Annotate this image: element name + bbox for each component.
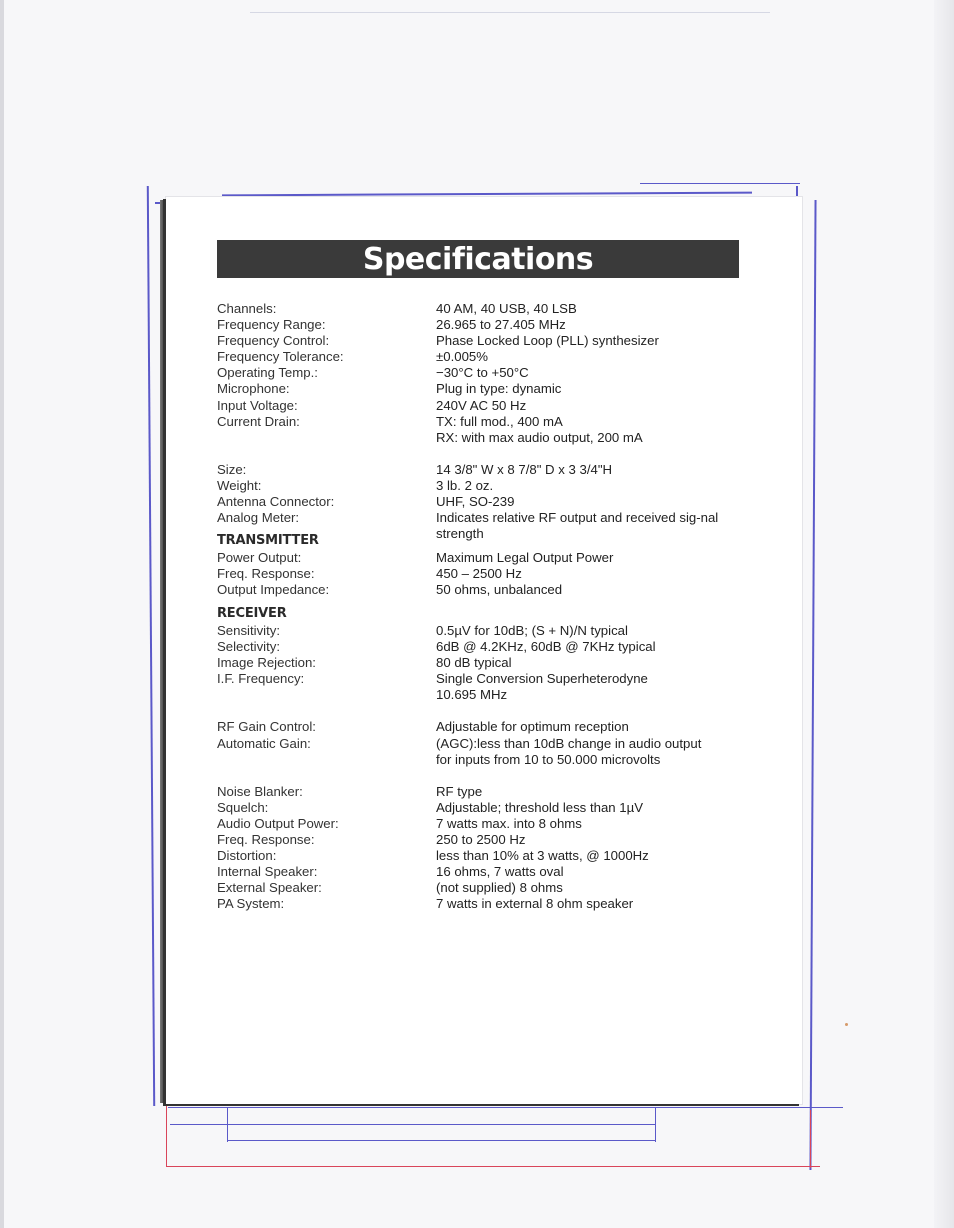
spec-label: Weight: bbox=[217, 477, 262, 493]
spec-label: Microphone: bbox=[217, 381, 290, 397]
spec-row bbox=[217, 317, 746, 333]
spec-value: (not supplied) 8 ohms bbox=[436, 880, 563, 896]
spec-row bbox=[217, 365, 746, 381]
ink-line-bottom-3 bbox=[228, 1140, 656, 1141]
spec-value: 80 dB typical bbox=[436, 655, 512, 671]
spec-row bbox=[217, 349, 746, 365]
spec-row bbox=[217, 752, 746, 768]
spec-label: Freq. Response: bbox=[217, 832, 315, 848]
spec-value: (AGC):less than 10dB change in audio output bbox=[436, 735, 702, 751]
spec-value: TX: full mod., 400 mA bbox=[436, 413, 563, 429]
spec-row bbox=[217, 398, 746, 414]
spec-value: Single Conversion Superheterodyne bbox=[436, 671, 648, 687]
spec-label: Sensitivity: bbox=[217, 623, 281, 638]
ink-line-top bbox=[222, 192, 752, 197]
spec-label bbox=[217, 687, 436, 703]
ink-line-right bbox=[809, 200, 816, 1170]
spec-value: 50 ohms, unbalanced bbox=[436, 582, 563, 598]
spec-row bbox=[217, 333, 746, 349]
spec-label: Size: bbox=[217, 461, 247, 477]
ink-line-bottom bbox=[168, 1107, 843, 1108]
ink-line-left bbox=[147, 186, 155, 1106]
spec-row bbox=[217, 414, 746, 430]
spec-label: Power Output: bbox=[217, 550, 302, 565]
ink-line-bottom-2 bbox=[170, 1124, 655, 1125]
spec-row bbox=[217, 896, 746, 912]
spec-row bbox=[217, 494, 746, 510]
spec-label: Current Drain: bbox=[217, 413, 300, 429]
spec-label: Internal Speaker: bbox=[217, 864, 318, 880]
spec-value: Adjustable; threshold less than 1µV bbox=[436, 799, 644, 815]
receiver-specs bbox=[217, 623, 746, 913]
spec-label: Freq. Response: bbox=[217, 566, 315, 582]
page-title: Specifications bbox=[217, 240, 739, 278]
spec-row bbox=[217, 550, 746, 566]
ink-tick-bottom-2 bbox=[655, 1108, 656, 1142]
general-specs bbox=[217, 301, 746, 542]
spec-label: Frequency Control: bbox=[217, 333, 330, 349]
spec-row bbox=[217, 582, 746, 598]
spec-label: RF Gain Control: bbox=[217, 719, 316, 735]
spec-value: 14 3/8" W x 8 7/8" D x 3 3/4"H bbox=[436, 461, 613, 477]
ink-tick-bottom bbox=[227, 1108, 228, 1142]
spec-row bbox=[217, 671, 746, 687]
spec-label: Automatic Gain: bbox=[217, 735, 311, 751]
spec-value: −30°C to +50°C bbox=[436, 365, 529, 381]
scan-edge-left bbox=[0, 0, 4, 1228]
spec-label: Squelch: bbox=[217, 799, 269, 815]
spec-value: RF type bbox=[436, 783, 483, 799]
spec-value: Phase Locked Loop (PLL) synthesizer bbox=[436, 333, 659, 349]
spec-row bbox=[217, 848, 746, 864]
spec-row bbox=[217, 832, 746, 848]
red-line-right bbox=[810, 1110, 811, 1168]
receiver-heading: RECEIVER bbox=[217, 606, 287, 621]
spec-value: less than 10% at 3 watts, @ 1000Hz bbox=[436, 848, 649, 864]
scan-speck bbox=[845, 1023, 848, 1026]
spec-label: Frequency Tolerance: bbox=[217, 349, 344, 365]
spec-label: Operating Temp.: bbox=[217, 365, 318, 381]
red-line-left bbox=[166, 1104, 167, 1167]
spec-value: 26.965 to 27.405 MHz bbox=[436, 317, 566, 333]
spec-label: I.F. Frequency: bbox=[217, 671, 305, 687]
spec-row bbox=[217, 687, 746, 703]
spec-value: 240V AC 50 Hz bbox=[436, 397, 527, 413]
spec-row bbox=[217, 639, 746, 655]
spec-value: 16 ohms, 7 watts oval bbox=[436, 864, 564, 880]
spec-value: 0.5µV for 10dB; (S + N)/N typical bbox=[436, 623, 628, 638]
spec-value: 7 watts in external 8 ohm speaker bbox=[436, 896, 634, 912]
spec-value: 6dB @ 4.2KHz, 60dB @ 7KHz typical bbox=[436, 639, 656, 655]
transmitter-heading: TRANSMITTER bbox=[217, 533, 319, 548]
spec-value: RX: with max audio output, 200 mA bbox=[436, 429, 643, 445]
spec-label: Distortion: bbox=[217, 848, 277, 864]
spec-row bbox=[217, 566, 746, 582]
spec-row bbox=[217, 719, 746, 735]
spec-row bbox=[217, 864, 746, 880]
spec-label: Selectivity: bbox=[217, 639, 281, 655]
spec-row bbox=[217, 784, 746, 800]
spec-label: Analog Meter: bbox=[217, 510, 300, 526]
spec-label: Noise Blanker: bbox=[217, 783, 303, 799]
spec-row bbox=[217, 301, 746, 317]
scan-edge-right bbox=[934, 0, 954, 1228]
spec-label: External Speaker: bbox=[217, 880, 322, 896]
red-line-bottom bbox=[166, 1166, 820, 1167]
spec-value: ±0.005% bbox=[436, 349, 488, 365]
transmitter-specs bbox=[217, 550, 746, 598]
spec-label: Frequency Range: bbox=[217, 317, 326, 333]
spec-row bbox=[217, 800, 746, 816]
scan-top-line bbox=[250, 12, 770, 13]
spec-row bbox=[217, 381, 746, 397]
spec-value: 3 lb. 2 oz. bbox=[436, 477, 494, 493]
spec-value: Maximum Legal Output Power bbox=[436, 550, 614, 565]
spec-label bbox=[217, 430, 436, 446]
spec-label bbox=[217, 752, 436, 768]
spec-value: UHF, SO-239 bbox=[436, 494, 515, 510]
spec-label: Antenna Connector: bbox=[217, 494, 335, 510]
spec-label: PA System: bbox=[217, 896, 285, 912]
spec-label: Channels: bbox=[217, 301, 277, 316]
spec-value: Indicates relative RF output and received sig-nal strength bbox=[436, 510, 719, 542]
spec-value: Adjustable for optimum reception bbox=[436, 719, 629, 735]
ink-line-top-2 bbox=[640, 183, 800, 184]
spec-row bbox=[217, 430, 746, 446]
spec-value: for inputs from 10 to 50.000 microvolts bbox=[436, 751, 661, 767]
spec-row bbox=[217, 462, 746, 478]
spec-label: Audio Output Power: bbox=[217, 815, 339, 831]
spec-value: 40 AM, 40 USB, 40 LSB bbox=[436, 301, 577, 316]
spec-label: Output Impedance: bbox=[217, 582, 330, 598]
spec-value: 250 to 2500 Hz bbox=[436, 832, 526, 848]
spec-label: Image Rejection: bbox=[217, 655, 316, 671]
spec-label: Input Voltage: bbox=[217, 397, 298, 413]
spec-value: Plug in type: dynamic bbox=[436, 381, 562, 397]
spec-row bbox=[217, 816, 746, 832]
spec-row bbox=[217, 655, 746, 671]
spec-row bbox=[217, 623, 746, 639]
spec-value: 7 watts max. into 8 ohms bbox=[436, 815, 582, 831]
spec-row bbox=[217, 478, 746, 494]
spec-value: 450 – 2500 Hz bbox=[436, 566, 522, 582]
spec-row bbox=[217, 736, 746, 752]
spec-value: 10.695 MHz bbox=[436, 687, 508, 703]
spec-row bbox=[217, 880, 746, 896]
